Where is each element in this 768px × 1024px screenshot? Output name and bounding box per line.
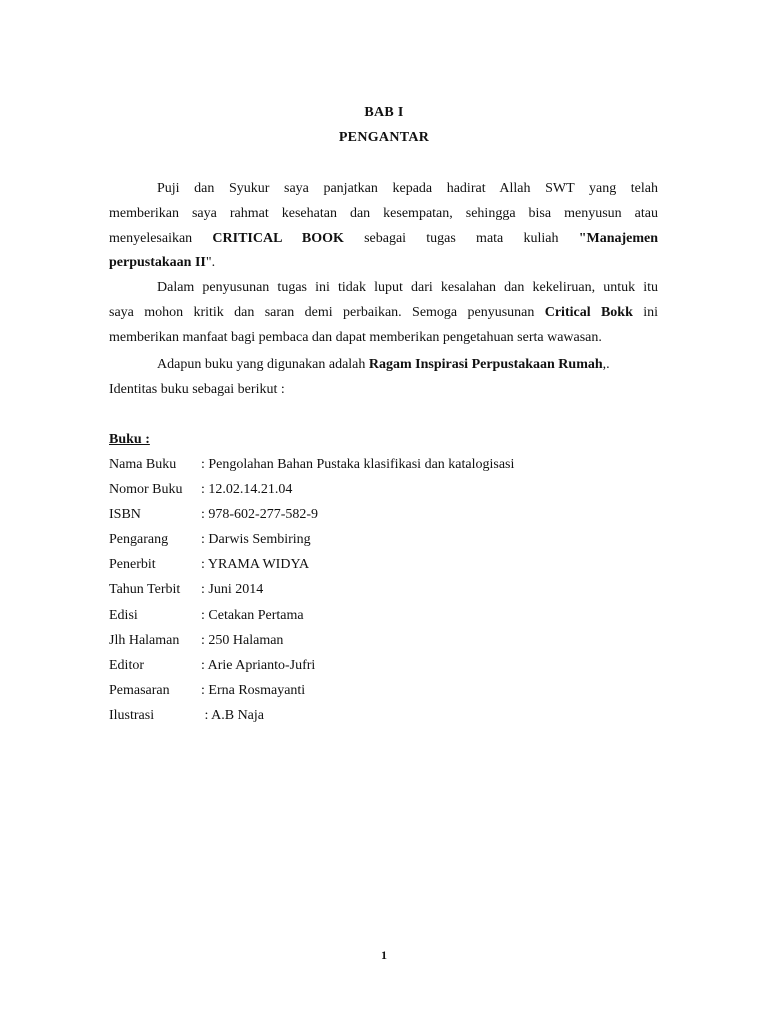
book-info-label: Editor bbox=[109, 658, 144, 673]
book-info-value: : Erna Rosmayanti bbox=[201, 683, 306, 698]
book-info-row bbox=[109, 581, 263, 599]
book-info-value: : 978-602-277-582-9 bbox=[201, 507, 319, 522]
text-segment: sebagai tugas mata kuliah bbox=[364, 231, 559, 246]
book-info-row bbox=[109, 456, 514, 474]
book-info-label: Nama Buku bbox=[109, 457, 177, 472]
text-segment: menyelesaikan bbox=[109, 231, 193, 246]
chapter-title: PENGANTAR bbox=[338, 130, 430, 145]
book-info-value: : Arie Aprianto-Jufri bbox=[201, 658, 316, 673]
text-segment: Adapun buku yang digunakan adalah bbox=[157, 357, 366, 372]
chapter-number: BAB I bbox=[364, 105, 404, 120]
paragraph-2-line-3: memberikan manfaat bagi pembaca dan dapat memberikan pengetahuan serta wawasan. bbox=[109, 330, 602, 345]
book-info-row bbox=[109, 556, 309, 574]
book-info-row bbox=[109, 481, 292, 499]
buku-section-title: Buku : bbox=[109, 432, 150, 447]
book-title-bold: Ragam Inspirasi Perpustakaan Rumah bbox=[368, 357, 603, 372]
book-info-label: Nomor Buku bbox=[109, 482, 183, 497]
paragraph-3-line-1 bbox=[157, 357, 658, 373]
paragraph-1-line-4 bbox=[109, 255, 658, 271]
book-info-row bbox=[109, 657, 315, 675]
page-number: 1 bbox=[381, 948, 387, 962]
paragraph-1-line-1: Puji dan Syukur saya panjatkan kepada hadirat Allah SWT yang telah bbox=[157, 181, 658, 196]
book-info-value: : 250 Halaman bbox=[201, 633, 284, 648]
book-info-row bbox=[109, 682, 305, 700]
book-info-row bbox=[109, 632, 283, 650]
course-name-bold-end: perpustakaan II bbox=[109, 255, 206, 270]
paragraph-1-line-2: memberikan saya rahmat kesehatan dan kesempatan, sehingga bisa menyusun atau bbox=[109, 206, 658, 221]
book-info-row bbox=[109, 607, 304, 625]
critical-book-bold: CRITICAL BOOK bbox=[212, 231, 344, 246]
book-info-row bbox=[109, 531, 311, 549]
paragraph-3-line-2: Identitas buku sebagai berikut : bbox=[109, 382, 285, 397]
paragraph-2-line-2 bbox=[109, 305, 658, 321]
book-info-value: : Darwis Sembiring bbox=[201, 532, 311, 547]
book-info-row bbox=[109, 707, 264, 725]
book-info-value: : 12.02.14.21.04 bbox=[201, 482, 293, 497]
text-segment: ". bbox=[205, 255, 216, 270]
book-info-value: : Cetakan Pertama bbox=[201, 608, 304, 623]
book-info-row bbox=[109, 506, 318, 524]
book-info-label: Pengarang bbox=[109, 532, 169, 547]
text-segment: ,. bbox=[602, 357, 610, 372]
paragraph-2-line-1: Dalam penyusunan tugas ini tidak luput dari kesalahan dan kekeliruan, untuk itu bbox=[157, 280, 658, 295]
paragraph-1-line-3 bbox=[109, 231, 658, 247]
book-info-value: : YRAMA WIDYA bbox=[201, 557, 310, 572]
book-info-value: : Juni 2014 bbox=[201, 582, 264, 597]
book-info-label: Jlh Halaman bbox=[109, 633, 180, 648]
book-info-value: : A.B Naja bbox=[201, 708, 264, 723]
book-info-label: Ilustrasi bbox=[109, 708, 155, 723]
text-segment: saya mohon kritik dan saran demi perbaikan. Semoga penyusunan bbox=[109, 305, 535, 320]
book-info-label: Pemasaran bbox=[109, 683, 170, 698]
critical-bokk-bold: Critical Bokk bbox=[544, 305, 633, 320]
book-info-value: : Pengolahan Bahan Pustaka klasifikasi dan katalogisasi bbox=[201, 457, 515, 472]
book-info-label: Edisi bbox=[109, 608, 138, 623]
book-info-label: Penerbit bbox=[109, 557, 156, 572]
text-segment: ini bbox=[643, 305, 659, 320]
book-info-label: Tahun Terbit bbox=[109, 582, 181, 597]
course-name-bold-start: "Manajemen bbox=[578, 231, 659, 246]
book-info-label: ISBN bbox=[109, 507, 141, 522]
